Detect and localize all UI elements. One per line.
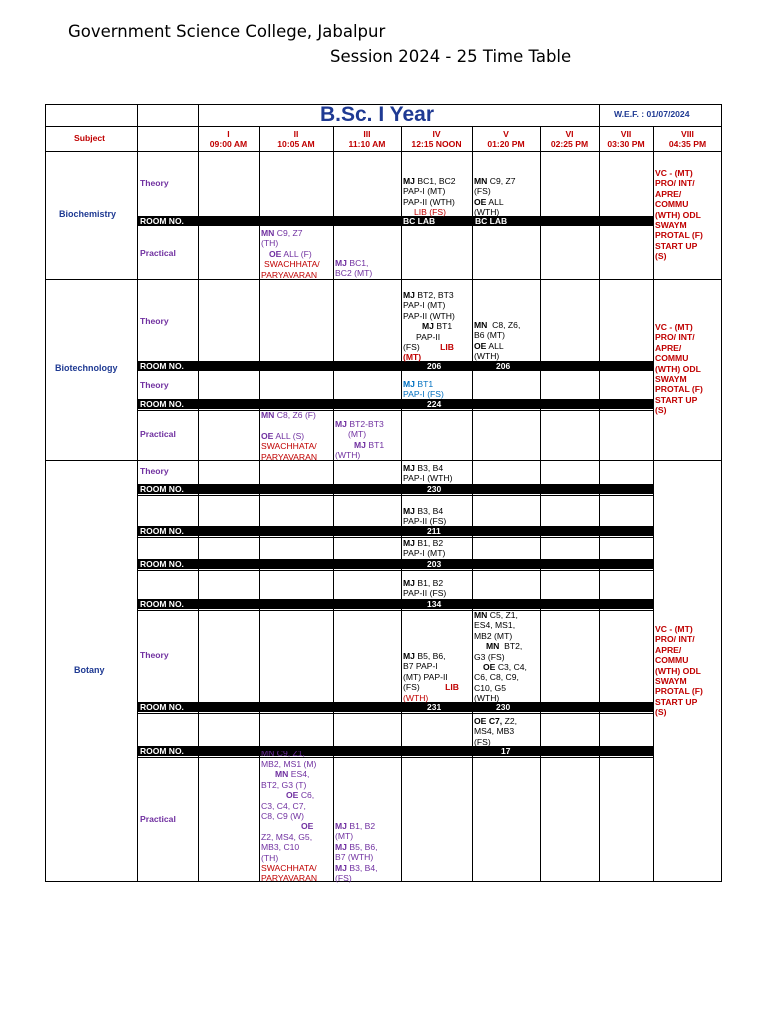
note-line: SWAYM xyxy=(655,220,687,231)
cell-line: BT1 xyxy=(417,379,434,389)
cell-line: (FS) xyxy=(403,682,420,693)
room-label: ROOM NO. xyxy=(140,399,184,409)
note-line: SWAYM xyxy=(655,676,687,687)
note-line: PROTAL (F) xyxy=(655,384,703,395)
theory-label: Theory xyxy=(140,466,169,476)
cell-line: BT2-BT3 xyxy=(349,419,384,429)
botany-practical-p2-clipped xyxy=(261,751,305,759)
biochemistry-practical-p2 xyxy=(261,228,320,280)
room-bar xyxy=(137,399,654,409)
lib-tag: LIB xyxy=(445,682,459,693)
cell-line: PARYAVARAN xyxy=(261,451,318,462)
botany-practical-p2 xyxy=(261,759,317,884)
note-line: (S) xyxy=(655,707,667,718)
grid-line xyxy=(401,126,402,882)
cell-line: BC1, xyxy=(349,258,369,268)
cell-line: C8, C9 (W) xyxy=(261,811,304,822)
note-line: (WTH) ODL xyxy=(655,665,701,676)
cell-line: C6, C8, C9, xyxy=(474,672,519,683)
room-label: ROOM NO. xyxy=(140,484,184,494)
botany-theory-b1 xyxy=(403,463,453,484)
cell-line: B6 (MT) xyxy=(474,330,506,341)
note-line: PROTAL (F) xyxy=(655,686,703,697)
cell-line: PAP-I (MT) xyxy=(403,186,446,197)
cell-line: BT2, BT3 xyxy=(417,290,454,300)
note-line: COMMU xyxy=(655,353,689,364)
grid-line xyxy=(259,126,260,882)
room-bar xyxy=(137,746,654,756)
cell-line: PAP-II (FS) xyxy=(403,588,447,599)
theory-label: Theory xyxy=(140,178,169,188)
cell-line: BC2 (MT) xyxy=(335,268,373,279)
major-tag: MJ xyxy=(403,538,415,548)
practical-label: Practical xyxy=(140,248,176,258)
cell-line: (WTH) xyxy=(403,692,429,703)
cell-line: G3 (FS) xyxy=(474,651,505,662)
table-title: B.Sc. I Year xyxy=(320,103,435,126)
room-value: 231 xyxy=(427,702,442,712)
cell-line: (WTH) xyxy=(474,693,500,704)
note-line: PRO/ INT/ xyxy=(655,634,695,645)
grid-line xyxy=(137,610,653,611)
cell-line: C9, Z7 xyxy=(276,228,303,238)
cell-line: B3, B4, xyxy=(349,862,378,873)
cell-line: (MT) xyxy=(348,429,367,440)
cell-line: (WTH) xyxy=(335,450,361,461)
cell-line: (MT) PAP-II xyxy=(403,671,448,682)
cell-line: (WTH) xyxy=(474,207,500,218)
period-number: III xyxy=(363,129,371,139)
cell-line: SWACHHATA/ xyxy=(264,259,320,270)
major-tag: MJ xyxy=(335,862,347,873)
room-value: 17 xyxy=(501,746,511,756)
note-line: PROTAL (F) xyxy=(655,230,703,241)
minor-tag: MN xyxy=(261,410,275,420)
room-value: 206 xyxy=(496,361,511,371)
cell-line: C5, Z1, xyxy=(489,610,518,620)
cell-line: BC1, BC2 xyxy=(417,176,456,186)
wef-date: W.E.F. : 01/07/2024 xyxy=(614,109,690,119)
biotechnology-theory2-p4 xyxy=(403,379,444,400)
cell-line: ALL (S) xyxy=(275,430,305,441)
cell-line: C9, Z7 xyxy=(489,176,516,186)
grid-line xyxy=(137,713,653,714)
period-number: VIII xyxy=(681,129,694,139)
room-label: ROOM NO. xyxy=(140,361,184,371)
note-line: (S) xyxy=(655,405,667,416)
grid-line xyxy=(333,126,334,882)
cell-line: MB2 (MT) xyxy=(474,630,513,641)
major-tag: MJ xyxy=(403,578,415,588)
room-bar xyxy=(137,216,654,226)
room-value: 230 xyxy=(427,484,442,494)
cell-line: B5, B6, xyxy=(417,651,446,661)
cell-line: PAP-I (FS) xyxy=(403,389,444,400)
cell-line: B5, B6, xyxy=(349,841,378,852)
cell-line: MB2, MS1 (M) xyxy=(261,759,317,769)
elective-tag: OE xyxy=(286,790,299,801)
period-header xyxy=(653,129,722,150)
period-number: V xyxy=(503,129,509,139)
cell-line: PAP-I (MT) xyxy=(403,300,446,311)
room-bar xyxy=(137,702,654,712)
period-number: VII xyxy=(620,129,632,139)
cell-line: C8, Z6 (F) xyxy=(276,410,316,420)
note-line: VC - (MT) xyxy=(655,168,693,178)
elective-tag: OE xyxy=(269,248,282,259)
major-tag: MJ xyxy=(335,841,347,852)
session-title: Session 2024 - 25 Time Table xyxy=(330,47,572,66)
cell-line: SWACHHATA/ xyxy=(261,441,317,452)
note-line: VC - (MT) xyxy=(655,624,693,634)
minor-tag: MN xyxy=(474,320,488,330)
subject-biochemistry: Biochemistry xyxy=(59,209,117,219)
period-number: I xyxy=(227,129,230,139)
grid-line xyxy=(137,757,653,758)
note-line: SWAYM xyxy=(655,374,687,385)
cell-line: ALL (F) xyxy=(283,248,312,259)
note-line: APRE/ xyxy=(655,342,682,353)
practical-label: Practical xyxy=(140,429,176,439)
biochemistry-theory-p5 xyxy=(474,176,516,218)
major-tag: MJ xyxy=(335,258,347,268)
major-tag: MJ xyxy=(354,439,366,450)
period8-note xyxy=(655,168,703,262)
theory-label: Theory xyxy=(140,380,169,390)
cell-line: C3, C4, xyxy=(497,662,527,673)
period-header xyxy=(540,129,599,150)
cell-line: B7 PAP-I xyxy=(403,661,438,672)
minor-tag: MN xyxy=(474,610,488,620)
subject-botany: Botany xyxy=(74,665,105,675)
elective-tag: OE xyxy=(301,821,314,832)
period-header xyxy=(472,129,540,150)
cell-line: BT2, G3 (T) xyxy=(261,779,307,790)
room-value: 230 xyxy=(496,702,511,712)
cell-line: (FS) xyxy=(403,342,420,353)
room-value: 134 xyxy=(427,599,442,609)
major-tag: MJ xyxy=(422,321,434,332)
lib-tag: LIB xyxy=(414,207,427,218)
cell-line: MN C9, Z1, xyxy=(261,751,305,758)
cell-line: B7 (WTH) xyxy=(335,852,374,863)
subject-biotechnology: Biotechnology xyxy=(55,363,118,373)
elective-tag: OE xyxy=(474,716,487,726)
note-line: START UP xyxy=(655,394,698,405)
biotechnology-theory-p4 xyxy=(403,290,455,363)
cell-line: ES4, MS1, xyxy=(474,620,516,631)
grid-line xyxy=(137,495,653,496)
theory-label: Theory xyxy=(140,316,169,326)
botany-theory-p4 xyxy=(403,651,459,703)
cell-line: BT1 xyxy=(436,321,453,332)
college-name: Government Science College, Jabalpur xyxy=(68,22,386,41)
grid-line xyxy=(45,126,722,127)
room-value: 224 xyxy=(427,399,442,409)
major-tag: MJ xyxy=(403,176,415,186)
cell-line: PARYAVARAN xyxy=(261,269,318,280)
cell-line: (WTH) xyxy=(474,351,500,362)
note-line: APRE/ xyxy=(655,644,682,655)
minor-tag: MN xyxy=(486,641,500,652)
grid-line xyxy=(137,570,653,571)
period-time: 10:05 AM xyxy=(277,139,315,150)
cell-line: SWACHHATA/ xyxy=(261,863,317,874)
period-time: 02:25 PM xyxy=(550,139,589,150)
botany-theory-p5 xyxy=(474,610,527,704)
period-number: II xyxy=(293,129,299,139)
biotechnology-practical-p3 xyxy=(335,419,384,461)
period-header xyxy=(259,129,333,150)
cell-line: PAP-I (WTH) xyxy=(403,473,453,484)
room-label: ROOM NO. xyxy=(140,702,184,712)
cell-line: PAP-I (MT) xyxy=(403,548,446,559)
cell-line: ALL xyxy=(488,340,504,351)
major-tag: MJ xyxy=(403,506,415,516)
period-time: 03:30 PM xyxy=(607,139,645,150)
room-label: ROOM NO. xyxy=(140,559,184,569)
room-value: 203 xyxy=(427,559,442,569)
major-tag: MJ xyxy=(403,651,415,661)
note-line: (WTH) ODL xyxy=(655,209,701,220)
cell-line: (FS) xyxy=(429,207,447,218)
note-line: START UP xyxy=(655,696,698,707)
practical-label: Practical xyxy=(140,814,176,824)
note-line: PRO/ INT/ xyxy=(655,178,695,189)
cell-line: C3, C4, C7, xyxy=(261,800,306,811)
grid-line xyxy=(137,410,653,411)
cell-line: (MT) xyxy=(335,831,354,842)
period8-note xyxy=(655,624,703,718)
room-label: ROOM NO. xyxy=(140,746,184,756)
grid-line xyxy=(472,126,473,882)
minor-tag: MN xyxy=(474,176,488,186)
note-line: APRE/ xyxy=(655,188,682,199)
period-header xyxy=(401,129,472,150)
room-label: ROOM NO. xyxy=(140,526,184,536)
cell-line: B1, B2 xyxy=(349,821,376,831)
cell-line: PARYAVARAN xyxy=(261,873,318,884)
elective-tag: OE xyxy=(261,430,274,441)
cell-line: (FS) xyxy=(474,736,491,747)
room-label: ROOM NO. xyxy=(140,216,184,226)
cell-line: (TH) xyxy=(261,238,279,249)
cell-line: MB3, C10 xyxy=(261,842,300,853)
cell-line: PAP-II xyxy=(416,331,441,342)
grid-line xyxy=(137,537,653,538)
cell-line: (TH) xyxy=(261,852,279,863)
period-time: 01:20 PM xyxy=(487,139,525,150)
period-header xyxy=(198,129,259,150)
biochemistry-theory-p4 xyxy=(403,176,456,218)
botany-theory-b2 xyxy=(403,506,446,527)
room-value: 206 xyxy=(427,361,442,371)
period-number: VI xyxy=(565,129,574,139)
period8-note xyxy=(655,322,703,416)
period-time: 11:10 AM xyxy=(348,139,386,150)
major-tag: MJ xyxy=(335,419,347,429)
minor-tag: MN xyxy=(261,228,275,238)
botany-practical-p3 xyxy=(335,821,378,883)
cell-line: C7, xyxy=(488,716,503,726)
grid-line xyxy=(653,126,654,882)
cell-line: Z2, xyxy=(504,716,517,726)
major-tag: MJ xyxy=(403,290,415,300)
cell-line: ES4, xyxy=(290,769,310,780)
cell-line: Z2, MS4, G5, xyxy=(261,831,313,842)
room-bar xyxy=(137,559,654,569)
major-tag: MJ xyxy=(335,821,347,831)
botany-theory-b4 xyxy=(403,578,446,599)
botany-oe-p5 xyxy=(474,716,517,747)
subject-header: Subject xyxy=(74,133,106,143)
cell-line: B1, B2 xyxy=(417,578,444,588)
room-bar xyxy=(137,599,654,609)
cell-line: C8, Z6, xyxy=(492,320,521,330)
cell-line: B3, B4 xyxy=(417,506,444,516)
botany-theory-b3 xyxy=(403,538,445,559)
cell-line: PAP-II (FS) xyxy=(403,516,447,527)
elective-tag: OE xyxy=(474,196,487,207)
grid-line xyxy=(540,126,541,882)
biotechnology-practical-p2 xyxy=(261,410,317,462)
room-label: ROOM NO. xyxy=(140,599,184,609)
cell-line: MS4, MB3 xyxy=(474,726,515,737)
room-bar xyxy=(137,484,654,494)
room-bar xyxy=(137,526,654,536)
cell-line: (MT) xyxy=(403,352,422,363)
period-number: IV xyxy=(432,129,441,139)
room-bar xyxy=(137,361,654,371)
cell-line: (FS) xyxy=(474,186,491,197)
lib-tag: LIB xyxy=(440,342,454,353)
cell-line: PAP-II (WTH) xyxy=(403,196,455,207)
room-value: BC LAB xyxy=(475,216,508,226)
cell-line: C6, xyxy=(300,790,315,801)
biochemistry-practical-p3 xyxy=(335,258,372,279)
major-tag: MJ xyxy=(403,463,415,473)
note-line: COMMU xyxy=(655,655,689,666)
cell-line: B3, B4 xyxy=(417,463,444,473)
cell-line: C10, G5 xyxy=(474,682,507,693)
period-time: 12:15 NOON xyxy=(411,139,462,150)
room-value: BC LAB xyxy=(403,216,436,226)
minor-tag: MN xyxy=(275,769,289,780)
room-value: 211 xyxy=(427,526,441,536)
theory-label: Theory xyxy=(140,650,169,660)
note-line: (WTH) ODL xyxy=(655,363,701,374)
elective-tag: OE xyxy=(474,340,487,351)
note-line: VC - (MT) xyxy=(655,322,693,332)
biotechnology-theory-p5 xyxy=(474,320,520,362)
cell-line: PAP-II (WTH) xyxy=(403,310,455,321)
period-time: 04:35 PM xyxy=(668,139,707,150)
cell-line: B1, B2 xyxy=(417,538,444,548)
period-header xyxy=(599,129,653,150)
note-line: (S) xyxy=(655,251,667,262)
note-line: START UP xyxy=(655,240,698,251)
elective-tag: OE xyxy=(483,662,496,673)
grid-line xyxy=(45,151,722,152)
period-time: 09:00 AM xyxy=(209,139,248,150)
cell-line: BT2, xyxy=(504,641,523,652)
grid-line xyxy=(45,279,722,280)
major-tag: MJ xyxy=(403,379,415,389)
cell-line: ALL xyxy=(488,196,504,207)
cell-line: (FS) xyxy=(335,873,352,884)
note-line: PRO/ INT/ xyxy=(655,332,695,343)
note-line: COMMU xyxy=(655,199,689,210)
cell-line: BT1 xyxy=(368,439,385,450)
period-header xyxy=(333,129,401,150)
